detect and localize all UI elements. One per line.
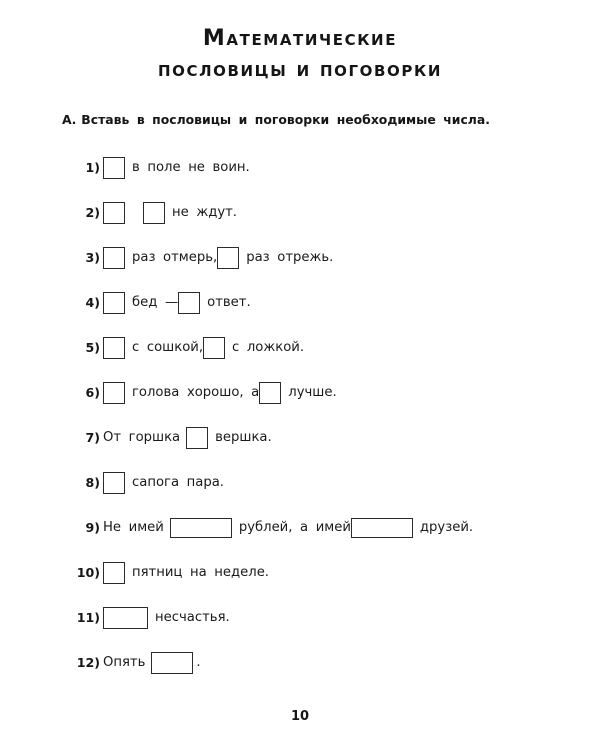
answer-box-2[interactable]: [259, 382, 281, 404]
exercise-item: [0, 280, 600, 325]
answer-box-1[interactable]: [103, 247, 125, 269]
instruction-line: [62, 112, 562, 127]
exercise-item: [0, 640, 600, 685]
answer-box-1[interactable]: [103, 202, 125, 224]
item-tail-text: ответ.: [207, 295, 251, 310]
answer-box-1[interactable]: [103, 382, 125, 404]
item-number: 4): [85, 295, 100, 310]
item-body: [103, 518, 473, 538]
answer-box-1[interactable]: [170, 518, 232, 538]
instruction-letter: А.: [62, 112, 77, 127]
item-body: [103, 472, 224, 494]
item-number: 8): [85, 475, 100, 490]
item-mid-text: несчастья.: [155, 610, 230, 625]
item-number: 9): [85, 520, 100, 535]
item-body: [103, 157, 250, 179]
item-number: 2): [85, 205, 100, 220]
item-number: 7): [85, 430, 100, 445]
item-number: 5): [85, 340, 100, 355]
page-number: 10: [290, 709, 310, 724]
item-body: [103, 247, 333, 269]
exercise-item: [0, 415, 600, 460]
answer-box-1[interactable]: [103, 292, 125, 314]
answer-box-1[interactable]: [103, 337, 125, 359]
item-number: 1): [85, 160, 100, 175]
answer-box-1[interactable]: [103, 472, 125, 494]
item-body: [103, 652, 201, 674]
title-line-2: пословицы и поговорки: [157, 56, 443, 82]
item-tail-text: не ждут.: [172, 205, 238, 220]
item-mid-text: бед —: [132, 295, 179, 310]
answer-box-1[interactable]: [186, 427, 208, 449]
item-lead-text: От горшка: [103, 430, 181, 445]
answer-box-1[interactable]: [103, 562, 125, 584]
item-lead-text: Опять: [103, 655, 146, 670]
exercise-item: [0, 370, 600, 415]
item-mid-text: голова хорошо, а: [132, 385, 260, 400]
item-number: 6): [85, 385, 100, 400]
item-number: 10): [76, 565, 100, 580]
item-mid-text: вершка.: [215, 430, 272, 445]
answer-box-1[interactable]: [103, 157, 125, 179]
exercise-item: [0, 550, 600, 595]
item-mid-text: сапога пара.: [132, 475, 224, 490]
exercise-item: [0, 505, 600, 550]
exercise-item: [0, 235, 600, 280]
item-body: [103, 607, 230, 629]
answer-box-1[interactable]: [151, 652, 193, 674]
answer-box-2[interactable]: [203, 337, 225, 359]
exercise-item: [0, 595, 600, 640]
exercise-item: [0, 145, 600, 190]
item-body: [103, 427, 272, 449]
page-title: [0, 26, 600, 83]
exercise-list: [0, 145, 600, 685]
title-line-1: Математические: [202, 26, 398, 51]
exercise-item: [0, 190, 600, 235]
answer-box-2[interactable]: [143, 202, 165, 224]
exercise-item: [0, 460, 600, 505]
item-body: [103, 337, 304, 359]
item-body: [103, 292, 251, 314]
item-number: 3): [85, 250, 100, 265]
item-tail-text: раз отрежь.: [246, 250, 334, 265]
item-mid-text: раз отмерь,: [132, 250, 218, 265]
item-mid-text: пятниц на неделе.: [132, 565, 269, 580]
answer-box-2[interactable]: [217, 247, 239, 269]
exercise-item: [0, 325, 600, 370]
item-number: 12): [76, 655, 100, 670]
item-tail-text: лучше.: [288, 385, 337, 400]
item-tail-text: друзей.: [419, 520, 474, 535]
item-body: [103, 562, 269, 584]
item-number: 11): [76, 610, 100, 625]
item-body: [103, 202, 237, 224]
item-lead-text: Не имей: [103, 520, 164, 535]
answer-box-2[interactable]: [351, 518, 413, 538]
instruction-text: Вставь в пословицы и поговорки необходимые числа.: [81, 112, 490, 127]
item-mid-text: .: [196, 655, 201, 670]
item-mid-text: рублей, а имей: [238, 520, 351, 535]
item-mid-text: с сошкой,: [132, 340, 204, 355]
answer-box-2[interactable]: [178, 292, 200, 314]
item-tail-text: с ложкой.: [232, 340, 305, 355]
item-mid-text: в поле не воин.: [132, 160, 250, 175]
answer-box-1[interactable]: [103, 607, 148, 629]
item-body: [103, 382, 337, 404]
